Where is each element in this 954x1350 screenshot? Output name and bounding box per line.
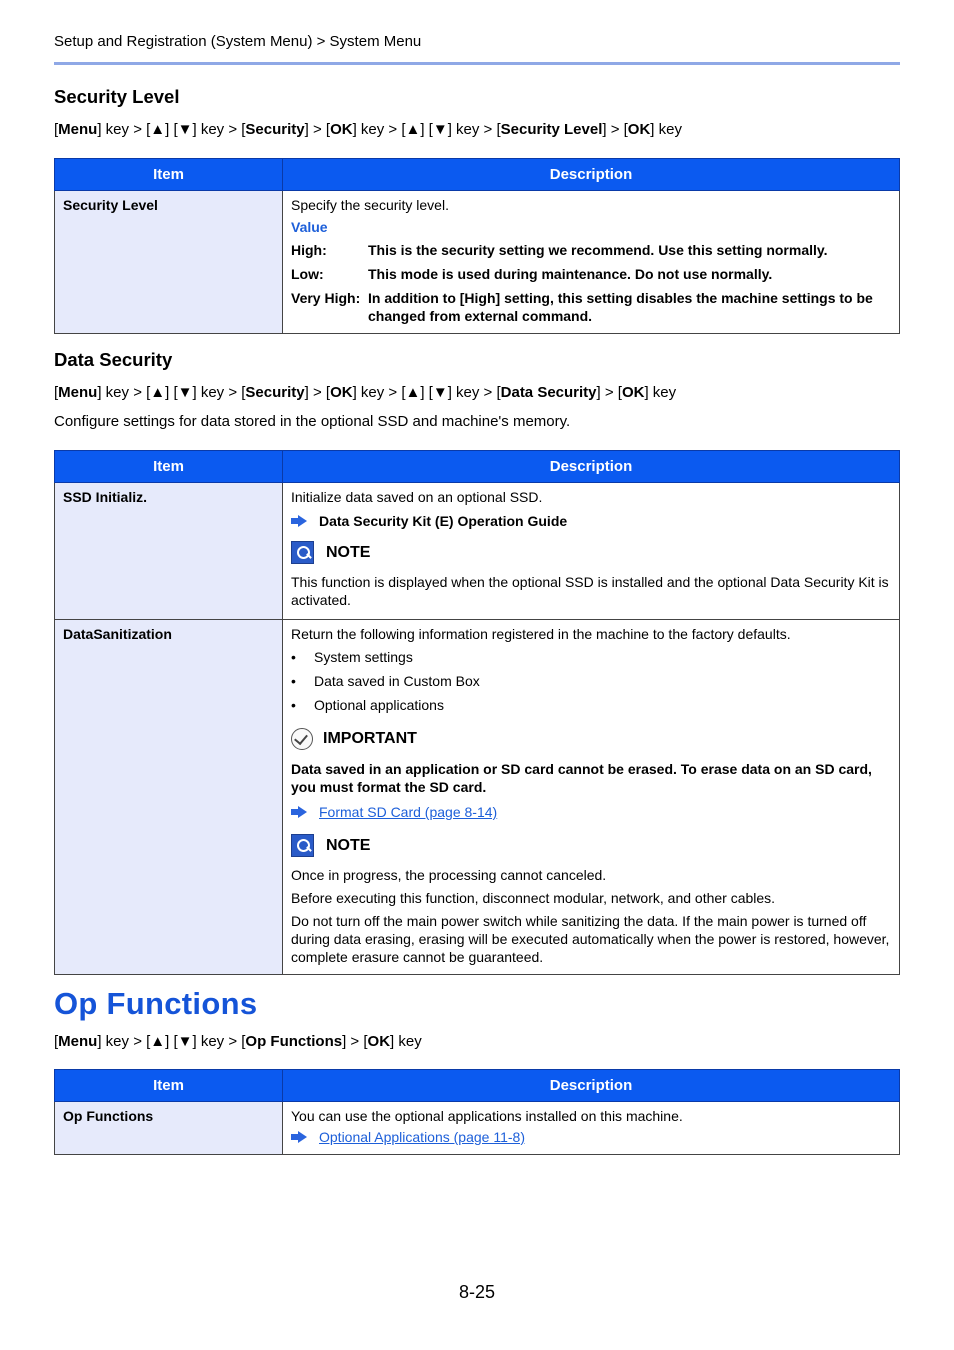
- value-row: [291, 289, 891, 325]
- optional-applications-link[interactable]: Optional Applications (page 11-8): [319, 1129, 525, 1145]
- key-name: Menu: [58, 1033, 98, 1050]
- important-label: IMPORTANT: [323, 730, 417, 747]
- value-text: In addition to [High] setting, this setting disables the machine settings to be changed from external command.: [368, 290, 873, 324]
- value-row: [291, 241, 891, 259]
- breadcrumb: Setup and Registration (System Menu) > System Menu: [54, 33, 422, 50]
- value-row: [291, 265, 891, 283]
- arrow-right-icon: [291, 515, 307, 527]
- description-text: Specify the security level.: [291, 197, 449, 213]
- column-header-item: Item: [55, 451, 283, 483]
- note-label: NOTE: [326, 543, 371, 561]
- data-security-table: [54, 450, 900, 975]
- reference-link[interactable]: [291, 1129, 891, 1145]
- description-text: Return the following information registered in the machine to the factory defaults.: [291, 626, 791, 642]
- op-functions-heading: Op Functions: [54, 986, 258, 1021]
- note-label: NOTE: [326, 836, 371, 854]
- data-security-heading: Data Security: [54, 349, 173, 370]
- note-icon: [291, 834, 314, 857]
- list-item-text: System settings: [314, 649, 413, 665]
- list-item: • Optional applications: [291, 697, 444, 713]
- security-level-key-path: [Menu] key > [▲] [▼] key > [Security] > [OK] key > [▲] [▼] key > [Security Level] > [OK] key: [54, 121, 682, 138]
- security-level-heading: Security Level: [54, 86, 180, 107]
- value-key: Very High:: [291, 290, 361, 306]
- key-name: OK: [367, 1033, 391, 1050]
- key-name: Menu: [58, 384, 98, 401]
- reference-link[interactable]: [291, 804, 891, 820]
- security-level-table: [54, 158, 900, 334]
- key-name: OK: [330, 121, 353, 138]
- table-row-description: [283, 191, 900, 334]
- key-name: Security Level: [500, 121, 603, 138]
- column-header-description: Description: [283, 1070, 900, 1102]
- list-item-text: Optional applications: [314, 697, 444, 713]
- description-text: You can use the optional applications installed on this machine.: [291, 1108, 683, 1124]
- value-text: This is the security setting we recommend. Use this setting normally.: [368, 242, 828, 258]
- note-heading: [291, 541, 891, 564]
- description-text: Initialize data saved on an optional SSD.: [291, 489, 543, 505]
- key-name: OK: [627, 121, 651, 138]
- note-icon: [291, 541, 314, 564]
- key-name: Data Security: [500, 384, 597, 401]
- reference-link[interactable]: [291, 513, 891, 529]
- page-number: [0, 1282, 954, 1303]
- value-key: High:: [291, 242, 327, 258]
- column-header-item: Item: [55, 159, 283, 191]
- list-item: • Data saved in Custom Box: [291, 673, 480, 689]
- important-heading: [291, 728, 891, 750]
- note-text: Once in progress, the processing cannot canceled.: [291, 867, 607, 883]
- note-text: Do not turn off the main power switch while sanitizing the data. If the main power is turned off during data erasing, erasing will be executed automatically when the power is restored, however, complete erasure cannot be guaranteed.: [291, 913, 890, 965]
- key-name: Security: [245, 384, 305, 401]
- key-name: OK: [330, 384, 353, 401]
- key-name: Op Functions: [245, 1033, 343, 1050]
- checkmark-circle-icon: [291, 728, 313, 750]
- value-title: Value: [291, 219, 328, 235]
- table-row-item: Op Functions: [55, 1102, 283, 1155]
- note-text: This function is displayed when the optional SSD is installed and the optional Data Security Kit is activated.: [291, 574, 889, 608]
- table-row-item: SSD Initializ.: [55, 483, 283, 620]
- value-text: This mode is used during maintenance. Do not use normally.: [368, 266, 773, 282]
- arrow-right-icon: [291, 806, 307, 818]
- list-item-text: Data saved in Custom Box: [314, 673, 480, 689]
- op-functions-key-path: [Menu] key > [▲] [▼] key > [Op Functions] > [OK] key: [54, 1033, 422, 1050]
- table-row-description: [283, 483, 900, 620]
- key-name: Security: [245, 121, 305, 138]
- note-text: Before executing this function, disconnect modular, network, and other cables.: [291, 890, 776, 906]
- reference-text: Data Security Kit (E) Operation Guide: [319, 513, 568, 529]
- table-row-item: DataSanitization: [55, 620, 283, 975]
- list-item: • System settings: [291, 649, 413, 665]
- key-name: Menu: [58, 121, 98, 138]
- table-row-item: Security Level: [55, 191, 283, 334]
- table-row-description: [283, 1102, 900, 1155]
- key-name: OK: [621, 384, 645, 401]
- format-sd-card-link[interactable]: Format SD Card (page 8-14): [319, 804, 498, 820]
- value-key: Low:: [291, 266, 324, 282]
- column-header-description: Description: [283, 451, 900, 483]
- arrow-right-icon: [291, 1131, 307, 1143]
- note-heading: [291, 834, 891, 857]
- data-security-key-path: [Menu] key > [▲] [▼] key > [Security] > [OK] key > [▲] [▼] key > [Data Security] > [OK] key: [54, 384, 677, 401]
- op-functions-table: [54, 1069, 900, 1155]
- page-number-text: 8-25: [458, 1282, 496, 1302]
- important-text: Data saved in an application or SD card cannot be erased. To erase data on an SD card, you must format the SD card.: [291, 761, 872, 795]
- table-row-description: [283, 620, 900, 975]
- data-security-intro: Configure settings for data stored in the optional SSD and machine's memory.: [54, 413, 571, 430]
- column-header-item: Item: [55, 1070, 283, 1102]
- header-divider: [54, 62, 900, 65]
- column-header-description: Description: [283, 159, 900, 191]
